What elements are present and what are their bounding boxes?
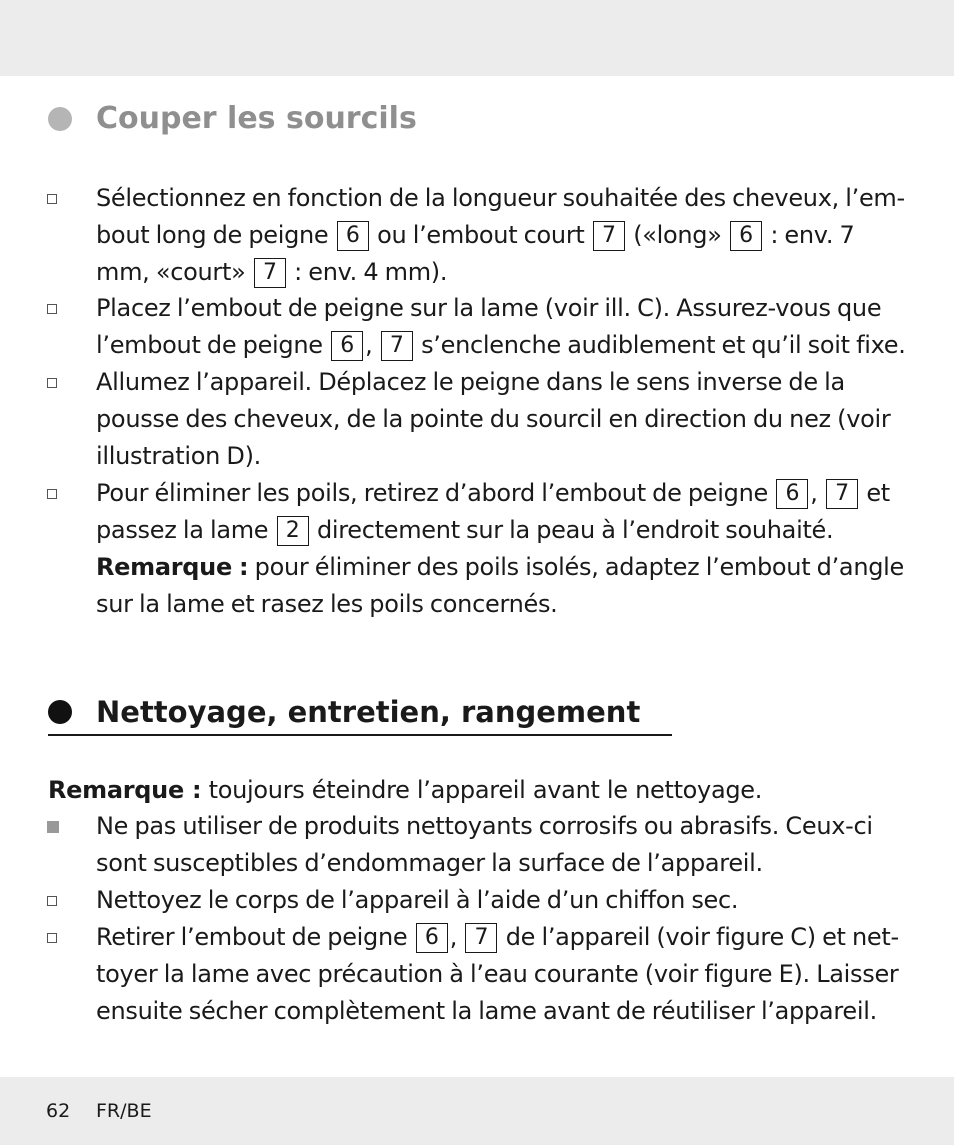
checkbox-bullet-icon <box>47 933 57 943</box>
checkbox-bullet-icon <box>47 304 57 314</box>
checkbox-bullet-icon <box>47 378 57 388</box>
part-reference: 7 <box>593 221 625 251</box>
list-item: Nettoyez le corps de l’appareil à l’aide d’un chiffon sec. <box>96 882 908 919</box>
part-reference: 7 <box>381 331 413 361</box>
list-item: Sélectionnez en fonction de la longueur souhaitée des cheveux, l’em-bout long de peigne 6 ou l’embout court 7 («long» 6 : env. 7 mm, «court» 7 : env. 4 mm). <box>96 180 908 291</box>
part-reference: 6 <box>416 923 448 953</box>
note-text: pour éliminer des poils isolés, adaptez l’embout d’angle sur la lame et rasez les poils concernés. <box>96 553 905 618</box>
part-reference: 7 <box>826 479 858 509</box>
part-reference: 6 <box>337 221 369 251</box>
square-bullet-icon <box>47 821 59 833</box>
list-item: Allumez l’appareil. Déplacez le peigne dans le sens inverse de la pousse des cheveux, de la pointe du sourcil en direction du nez (voir illustration D). <box>96 364 908 475</box>
part-reference: 7 <box>465 923 497 953</box>
note-label: Remarque : <box>48 776 202 804</box>
part-reference: 7 <box>254 258 286 288</box>
list-item: Pour éliminer les poils, retirez d’abord l’embout de peigne 6 , 7 et passez la lame 2 directement sur la peau à l’endroit souhaité. Remarque : pour éliminer des poils isolés, adaptez l’embout d’angle sur la lame et rasez les poils concernés. <box>96 475 908 623</box>
section-heading-eyebrows <box>48 96 417 142</box>
header-band <box>0 0 954 76</box>
section-bullet-icon <box>48 107 72 131</box>
section-title: Couper les sourcils <box>96 101 417 136</box>
checkbox-bullet-icon <box>47 489 57 499</box>
cleaning-note <box>48 772 762 809</box>
part-reference: 2 <box>277 516 309 546</box>
note-label: Remarque : <box>96 553 249 581</box>
page-number: 62 <box>46 1100 71 1122</box>
part-reference: 6 <box>331 331 363 361</box>
list-item: Ne pas utiliser de produits nettoyants corrosifs ou abrasifs. Ceux-ci sont susceptibles d’endommager la surface de l’appareil. <box>96 808 908 882</box>
note-text: toujours éteindre l’appareil avant le nettoyage. <box>208 776 763 804</box>
section-heading-cleaning <box>48 690 672 736</box>
list-item: Placez l’embout de peigne sur la lame (voir ill. C). Assurez-vous que l’embout de peigne 6 , 7 s’enclenche audiblement et qu’il soit fixe. <box>96 290 908 364</box>
section-bullet-icon <box>48 700 72 724</box>
section-title: Nettoyage, entretien, rangement <box>96 695 641 729</box>
language-code: FR/BE <box>96 1100 152 1122</box>
checkbox-bullet-icon <box>47 194 57 204</box>
part-reference: 6 <box>730 221 762 251</box>
list-item: Retirer l’embout de peigne 6 , 7 de l’appareil (voir figure C) et net-toyer la lame avec précaution à l’eau courante (voir figure E). Laisser ensuite sécher complètement la lame avant de réutiliser l’appareil. <box>96 919 908 1030</box>
part-reference: 6 <box>776 479 808 509</box>
checkbox-bullet-icon <box>47 896 57 906</box>
